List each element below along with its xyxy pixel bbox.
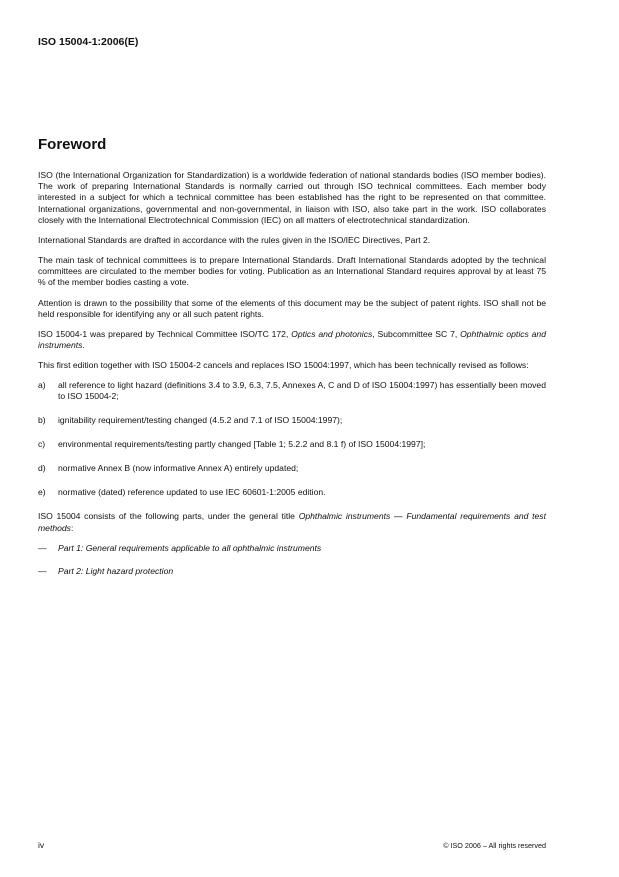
paragraph-main-task: The main task of technical committees is to prepare International Standards. Draft International Standards adopted by the technical committees are circulated to the member bodies for voting. Publication as an International Standard requires approval by at least 75 % of the member bodies casting a vote. <box>38 255 546 288</box>
paragraph-iso-intro: ISO (the International Organization for Standardization) is a worldwide federation of national standards bodies (ISO member bodies). The work of preparing International Standards is normally carried out through ISO technical committees. Each member body interested in a subject for which a technical committee has been established has the right to be represented on that committee. International organizations, governmental and non-governmental, in liaison with ISO, also take part in the work. ISO collaborates closely with the International Electrotechnical Commission (IEC) on all matters of electrotechnical standardization. <box>38 170 546 225</box>
part-list-item: — Part 1: General requirements applicable to all ophthalmic instruments <box>38 542 322 553</box>
paragraph-parts-intro: ISO 15004 consists of the following parts, under the general title Ophthalmic instruments — Fundamental requirements and test methods: <box>38 511 546 533</box>
document-id-header: ISO 15004-1:2006(E) <box>38 36 139 48</box>
paragraph-prepared-by: ISO 15004-1 was prepared by Technical Committee ISO/TC 172, Optics and photonics, Subcommittee SC 7, Ophthalmic optics and instruments. <box>38 328 546 350</box>
paragraph-directives: International Standards are drafted in accordance with the rules given in the ISO/IEC Directives, Part 2. <box>38 234 431 245</box>
paragraph-patent: Attention is drawn to the possibility that some of the elements of this document may be the subject of patent rights. ISO shall not be held responsible for identifying any or all such patent rights. <box>38 297 546 319</box>
list-item: d) normative Annex B (now informative Annex A) entirely updated; <box>38 463 299 474</box>
page-title: Foreword <box>38 136 107 153</box>
committee-name: Optics and photonics <box>291 328 373 339</box>
list-item: b) ignitability requirement/testing changed (4.5.2 and 7.1 of ISO 15004:1997); <box>38 415 343 426</box>
list-item: a) all reference to light hazard (definitions 3.4 to 3.9, 6.3, 7.5, Annexes A, C and D of ISO 15004:1997) has essentially been moved to ISO 15004-2; <box>38 380 546 402</box>
subcommittee-name: Ophthalmic optics and instruments <box>38 328 546 350</box>
list-item: c) environmental requirements/testing partly changed [Table 1; 5.2.2 and 8.1 f) of ISO 15004:1997]; <box>38 439 426 450</box>
foreword-body <box>38 170 546 589</box>
paragraph-edition: This first edition together with ISO 15004-2 cancels and replaces ISO 15004:1997, which has been technically revised as follows: <box>38 360 529 371</box>
general-title: Ophthalmic instruments — Fundamental requirements and test methods <box>38 511 546 533</box>
list-item: e) normative (dated) reference updated to use IEC 60601-1:2005 edition. <box>38 487 326 498</box>
part-list-item: — Part 2: Light hazard protection <box>38 565 174 576</box>
copyright-notice: © ISO 2006 – All rights reserved <box>443 841 546 850</box>
page-number: iv <box>38 840 45 850</box>
